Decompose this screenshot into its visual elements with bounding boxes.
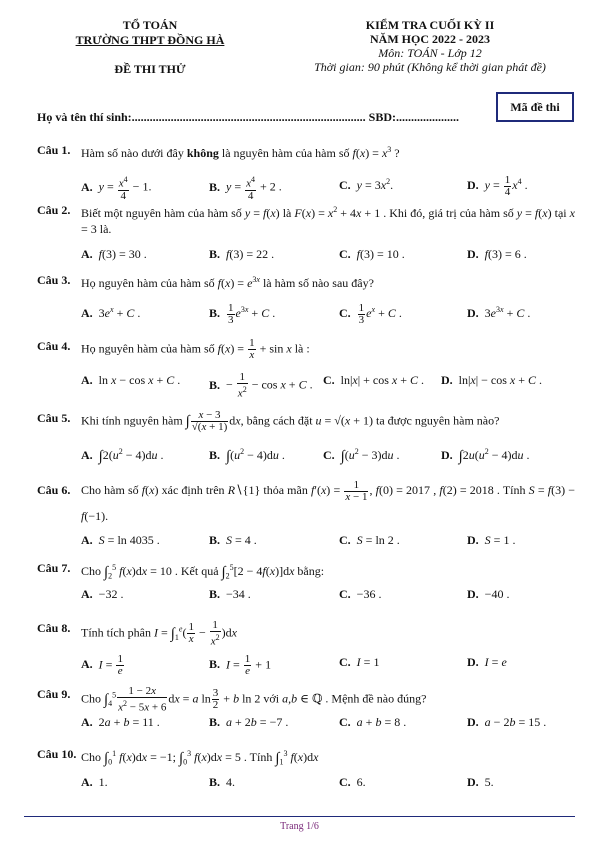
question-number: Câu 8. bbox=[37, 621, 71, 635]
time-limit: Thời gian: 90 phút (Không kể thời gian phát đề) bbox=[314, 60, 546, 74]
school-year: NĂM HỌC 2022 - 2023 bbox=[370, 32, 490, 46]
option-b[interactable]: B. y = $\frac{x^4}{4}$ + 2 . bbox=[209, 175, 282, 202]
option-c[interactable]: C. 6. bbox=[339, 775, 366, 789]
student-info-line: Họ và tên thí sinh:.............................................................................. SBD:..................... bbox=[37, 110, 460, 124]
question-number: Câu 6. bbox=[37, 483, 71, 497]
option-d[interactable]: D. I = e bbox=[467, 655, 507, 669]
header-right bbox=[300, 18, 560, 74]
options bbox=[81, 371, 575, 400]
option-a[interactable]: A. $3e^x + C$ . bbox=[81, 305, 141, 320]
trial-label: ĐỀ THI THỬ bbox=[114, 62, 186, 76]
question-text: Họ nguyên hàm của hàm số f(x) = $\frac{1}{x}$ + sin x là : bbox=[81, 337, 310, 361]
exam-title: KIỂM TRA CUỐI KỲ II bbox=[365, 18, 495, 32]
option-a[interactable]: A. $\int 2(u^2 - 4)du$ . bbox=[81, 447, 164, 465]
option-b[interactable]: B. − $\frac{1}{x^2}$ − cos x + C . bbox=[209, 371, 313, 400]
option-b[interactable]: B. a + 2b = −7 . bbox=[209, 715, 289, 729]
question-number: Câu 7. bbox=[37, 561, 71, 575]
options bbox=[81, 532, 575, 548]
question-number: Câu 4. bbox=[37, 339, 71, 353]
option-c[interactable]: C. $\int(u^2 - 3)du$ . bbox=[323, 447, 400, 465]
option-c[interactable]: C. −36 . bbox=[339, 587, 382, 601]
question-text: Cho $\int_4^5$ $\frac{1 - 2x}{x^2 - 5x + 6}$ dx = a ln $\frac{3}{2}$ + b ln 2 với a,b ∈ ℚ . Mệnh đề nào đúng? bbox=[81, 685, 427, 714]
option-c[interactable]: C. S = ln 2 . bbox=[339, 533, 400, 547]
option-a[interactable]: A. I = $\frac{1}{e}$ bbox=[81, 653, 123, 677]
option-d[interactable]: D. ln|x| − cos x + C . bbox=[441, 373, 543, 387]
option-b[interactable]: B. 4. bbox=[209, 775, 236, 789]
options bbox=[81, 246, 575, 262]
question-number: Câu 9. bbox=[37, 687, 71, 701]
option-d[interactable]: D. $\int 2u(u^2 - 4)du$ . bbox=[441, 447, 530, 465]
option-b[interactable]: B. −34 . bbox=[209, 587, 251, 601]
question-text: Tính tích phân $I = \int_1^e$( $\frac{1}{x}$ − $\frac{1}{x^2}$ )dx bbox=[81, 619, 237, 648]
option-b[interactable]: B. I = $\frac{1}{e}$ + 1 bbox=[209, 653, 272, 677]
options bbox=[81, 774, 575, 790]
question-number: Câu 2. bbox=[37, 203, 71, 217]
option-d[interactable]: D. $3e^{3x} + C$ . bbox=[467, 305, 531, 320]
options bbox=[81, 653, 575, 677]
options bbox=[81, 714, 575, 730]
option-a[interactable]: A. ln x − cos x + C . bbox=[81, 373, 181, 387]
header-left bbox=[70, 18, 230, 77]
option-d[interactable]: D. y = $\frac{1}{4}$ $x^4$ . bbox=[467, 173, 528, 198]
question-text: Hàm số nào dưới đây không là nguyên hàm của hàm số $f(x) = x^3$ ? bbox=[81, 145, 400, 160]
question-number: Câu 10. bbox=[37, 747, 77, 761]
option-a[interactable]: A. S = ln 4035 . bbox=[81, 533, 160, 547]
exam-code-box: Mã đề thi bbox=[496, 92, 574, 122]
question-text: Khi tính nguyên hàm ∫ $\frac{x - 3}{√(x + 1)}$ dx, bằng cách đặt u = √(x + 1) ta được nguyên hàm nào? bbox=[81, 409, 500, 433]
options bbox=[81, 173, 575, 202]
options bbox=[81, 301, 575, 326]
question-number: Câu 5. bbox=[37, 411, 71, 425]
option-c[interactable]: C. I = 1 bbox=[339, 655, 380, 669]
options bbox=[81, 444, 575, 465]
department: TỔ TOÁN bbox=[122, 18, 178, 32]
question-text: Cho hàm số f(x) xác định trên R∖{1} thỏa mãn f′(x) = $\frac{1}{x - 1}$ , f(0) = 2017 , f(2) = 2018 . Tính S = f(3) − f(−1). bbox=[81, 478, 576, 523]
option-a[interactable]: A. 1. bbox=[81, 775, 108, 789]
option-d[interactable]: D. 5. bbox=[467, 775, 494, 789]
footer-divider bbox=[24, 816, 575, 817]
option-b[interactable]: B. $\frac{1}{3}$ $e^{3x} + C$ . bbox=[209, 301, 276, 326]
option-a[interactable]: A. f(3) = 30 . bbox=[81, 247, 147, 261]
question-text: Cho $\int_2^5$ f(x)dx = 10 . Kết quả $\int_2^5[2 - 4f(x)]dx$ bằng: bbox=[81, 563, 325, 581]
question-text: Biết một nguyên hàm của hàm số y = f(x) là $F(x) = x^2 + 4x + 1$ . Khi đó, giá trị của hàm số y = f(x) tại x = 3 là. bbox=[81, 205, 575, 236]
option-a[interactable]: A. −32 . bbox=[81, 587, 124, 601]
question-text: Cho $\int_0^1$ f(x)dx = −1; $\int_0^3$ f(x)dx = 5 . Tính $\int_1^3$ f(x)dx bbox=[81, 749, 319, 767]
option-c[interactable]: C. a + b = 8 . bbox=[339, 715, 407, 729]
options bbox=[81, 586, 575, 602]
option-b[interactable]: B. $\int(u^2 - 4)du$ . bbox=[209, 447, 285, 465]
option-a[interactable]: A. 2a + b = 11 . bbox=[81, 715, 160, 729]
option-d[interactable]: D. −40 . bbox=[467, 587, 510, 601]
subject: Môn: TOÁN - Lớp 12 bbox=[378, 46, 482, 60]
option-b[interactable]: B. f(3) = 22 . bbox=[209, 247, 275, 261]
page-number: Trang 1/6 bbox=[280, 821, 319, 832]
option-c[interactable]: C. $y = 3x^2$. bbox=[339, 177, 394, 192]
school-name: TRƯỜNG THPT ĐỒNG HÀ bbox=[75, 33, 225, 47]
option-a[interactable]: A. y = $\frac{x^4}{4}$ − 1. bbox=[81, 175, 152, 202]
question-number: Câu 3. bbox=[37, 273, 71, 287]
option-d[interactable]: D. a − 2b = 15 . bbox=[467, 715, 547, 729]
option-c[interactable]: C. $\frac{1}{3}$ $e^x + C$ . bbox=[339, 301, 402, 326]
option-d[interactable]: D. f(3) = 6 . bbox=[467, 247, 527, 261]
option-c[interactable]: C. ln|x| + cos x + C . bbox=[323, 373, 425, 387]
question-number: Câu 1. bbox=[37, 143, 71, 157]
option-d[interactable]: D. S = 1 . bbox=[467, 533, 516, 547]
option-c[interactable]: C. f(3) = 10 . bbox=[339, 247, 405, 261]
question-text: Họ nguyên hàm của hàm số $f(x) = e^{3x}$ là hàm số nào sau đây? bbox=[81, 275, 374, 290]
option-b[interactable]: B. S = 4 . bbox=[209, 533, 257, 547]
